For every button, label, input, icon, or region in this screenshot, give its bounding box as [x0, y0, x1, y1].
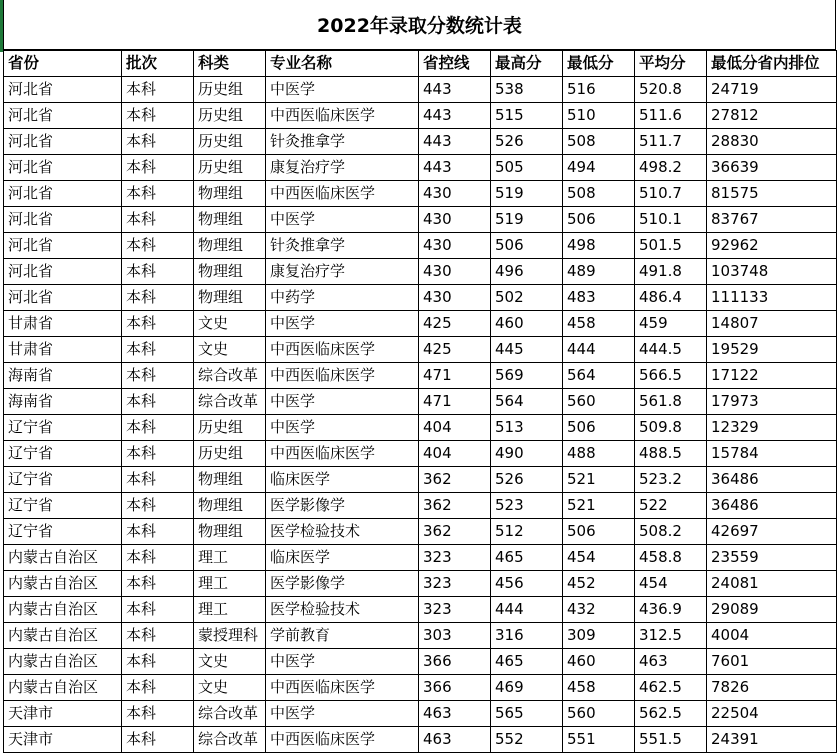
- header-row: [4, 51, 837, 77]
- cell-avg-score[interactable]: 562.5: [635, 701, 707, 727]
- header-min-rank[interactable]: 最低分省内排位: [707, 51, 837, 77]
- cell-min-rank[interactable]: 29089: [707, 597, 837, 623]
- cell-min-rank[interactable]: 12329: [707, 415, 837, 441]
- cell-avg-score[interactable]: 509.8: [635, 415, 707, 441]
- cell-major[interactable]: 中药学: [266, 285, 419, 311]
- cell-category[interactable]: 物理组: [194, 519, 266, 545]
- cell-control-line[interactable]: 323: [419, 545, 491, 571]
- cell-major[interactable]: 中医学: [266, 77, 419, 103]
- cell-max-score[interactable]: 505: [491, 155, 563, 181]
- cell-batch[interactable]: 本科: [122, 415, 194, 441]
- cell-avg-score[interactable]: 508.2: [635, 519, 707, 545]
- cell-province[interactable]: 内蒙古自治区: [4, 597, 122, 623]
- cell-category[interactable]: 物理组: [194, 181, 266, 207]
- table-row: [4, 285, 837, 311]
- cell-min-rank[interactable]: 36486: [707, 467, 837, 493]
- table-row: [4, 181, 837, 207]
- cell-batch[interactable]: 本科: [122, 571, 194, 597]
- cell-min-score[interactable]: 506: [563, 415, 635, 441]
- cell-min-score[interactable]: 460: [563, 649, 635, 675]
- cell-category[interactable]: 文史: [194, 649, 266, 675]
- cell-province[interactable]: 辽宁省: [4, 493, 122, 519]
- cell-category[interactable]: 历史组: [194, 155, 266, 181]
- cell-control-line[interactable]: 463: [419, 727, 491, 753]
- table-row: [4, 259, 837, 285]
- cell-control-line[interactable]: 430: [419, 207, 491, 233]
- cell-min-score[interactable]: 489: [563, 259, 635, 285]
- header-category[interactable]: 科类: [194, 51, 266, 77]
- cell-control-line[interactable]: 404: [419, 441, 491, 467]
- cell-avg-score[interactable]: 501.5: [635, 233, 707, 259]
- cell-control-line[interactable]: 362: [419, 493, 491, 519]
- table-row: [4, 129, 837, 155]
- table-row: [4, 701, 837, 727]
- cell-province[interactable]: 河北省: [4, 233, 122, 259]
- cell-category[interactable]: 物理组: [194, 467, 266, 493]
- cell-avg-score[interactable]: 523.2: [635, 467, 707, 493]
- cell-min-rank[interactable]: 17973: [707, 389, 837, 415]
- cell-province[interactable]: 内蒙古自治区: [4, 571, 122, 597]
- cell-category[interactable]: 文史: [194, 337, 266, 363]
- cell-min-score[interactable]: 494: [563, 155, 635, 181]
- cell-avg-score[interactable]: 458.8: [635, 545, 707, 571]
- cell-batch[interactable]: 本科: [122, 311, 194, 337]
- cell-province[interactable]: 甘肃省: [4, 311, 122, 337]
- cell-province[interactable]: 河北省: [4, 77, 122, 103]
- table-title[interactable]: 2022年录取分数统计表: [3, 0, 836, 50]
- cell-control-line[interactable]: 323: [419, 571, 491, 597]
- cell-category[interactable]: 文史: [194, 675, 266, 701]
- cell-avg-score[interactable]: 522: [635, 493, 707, 519]
- table-row: [4, 519, 837, 545]
- table-row: [4, 311, 837, 337]
- table-row: [4, 571, 837, 597]
- cell-control-line[interactable]: 443: [419, 77, 491, 103]
- cell-min-rank[interactable]: 19529: [707, 337, 837, 363]
- cell-max-score[interactable]: 552: [491, 727, 563, 753]
- cell-province[interactable]: 河北省: [4, 285, 122, 311]
- cell-batch[interactable]: 本科: [122, 519, 194, 545]
- cell-min-rank[interactable]: 36639: [707, 155, 837, 181]
- cell-category[interactable]: 历史组: [194, 415, 266, 441]
- cell-control-line[interactable]: 471: [419, 389, 491, 415]
- cell-max-score[interactable]: 523: [491, 493, 563, 519]
- cell-category[interactable]: 历史组: [194, 129, 266, 155]
- table-row: [4, 493, 837, 519]
- cell-min-score[interactable]: 506: [563, 207, 635, 233]
- cell-max-score[interactable]: 456: [491, 571, 563, 597]
- cell-min-rank[interactable]: 24719: [707, 77, 837, 103]
- cell-major[interactable]: 中西医临床医学: [266, 337, 419, 363]
- cell-avg-score[interactable]: 462.5: [635, 675, 707, 701]
- cell-control-line[interactable]: 443: [419, 129, 491, 155]
- cell-max-score[interactable]: 538: [491, 77, 563, 103]
- cell-min-score[interactable]: 560: [563, 389, 635, 415]
- cell-min-rank[interactable]: 15784: [707, 441, 837, 467]
- cell-min-score[interactable]: 508: [563, 129, 635, 155]
- cell-batch[interactable]: 本科: [122, 285, 194, 311]
- cell-province[interactable]: 河北省: [4, 129, 122, 155]
- cell-category[interactable]: 物理组: [194, 207, 266, 233]
- cell-min-score[interactable]: 560: [563, 701, 635, 727]
- header-avg-score[interactable]: 平均分: [635, 51, 707, 77]
- cell-control-line[interactable]: 303: [419, 623, 491, 649]
- cell-avg-score[interactable]: 511.6: [635, 103, 707, 129]
- cell-control-line[interactable]: 366: [419, 649, 491, 675]
- cell-max-score[interactable]: 512: [491, 519, 563, 545]
- table-row: [4, 337, 837, 363]
- cell-major[interactable]: 中医学: [266, 701, 419, 727]
- header-min-score[interactable]: 最低分: [563, 51, 635, 77]
- cell-control-line[interactable]: 430: [419, 259, 491, 285]
- cell-avg-score[interactable]: 511.7: [635, 129, 707, 155]
- cell-min-score[interactable]: 432: [563, 597, 635, 623]
- header-max-score[interactable]: 最高分: [491, 51, 563, 77]
- header-control-line[interactable]: 省控线: [419, 51, 491, 77]
- cell-batch[interactable]: 本科: [122, 545, 194, 571]
- cell-category[interactable]: 综合改革: [194, 727, 266, 753]
- cell-min-rank[interactable]: 42697: [707, 519, 837, 545]
- cell-control-line[interactable]: 404: [419, 415, 491, 441]
- cell-province[interactable]: 河北省: [4, 259, 122, 285]
- table-row: [4, 597, 837, 623]
- table-row: [4, 77, 837, 103]
- cell-min-score[interactable]: 521: [563, 493, 635, 519]
- table-row: [4, 649, 837, 675]
- cell-avg-score[interactable]: 444.5: [635, 337, 707, 363]
- cell-min-score[interactable]: 309: [563, 623, 635, 649]
- cell-province[interactable]: 辽宁省: [4, 467, 122, 493]
- cell-avg-score[interactable]: 463: [635, 649, 707, 675]
- cell-avg-score[interactable]: 551.5: [635, 727, 707, 753]
- table-row: [4, 363, 837, 389]
- cell-avg-score[interactable]: 491.8: [635, 259, 707, 285]
- cell-major[interactable]: 中医学: [266, 389, 419, 415]
- cell-batch[interactable]: 本科: [122, 675, 194, 701]
- cell-max-score[interactable]: 565: [491, 701, 563, 727]
- table-row: [4, 467, 837, 493]
- cell-min-score[interactable]: 458: [563, 311, 635, 337]
- header-province[interactable]: 省份: [4, 51, 122, 77]
- cell-major[interactable]: 临床医学: [266, 545, 419, 571]
- cell-major[interactable]: 中医学: [266, 311, 419, 337]
- cell-control-line[interactable]: 430: [419, 181, 491, 207]
- cell-avg-score[interactable]: 510.1: [635, 207, 707, 233]
- cell-major[interactable]: 临床医学: [266, 467, 419, 493]
- cell-control-line[interactable]: 443: [419, 155, 491, 181]
- cell-min-rank[interactable]: 4004: [707, 623, 837, 649]
- cell-min-score[interactable]: 510: [563, 103, 635, 129]
- cell-avg-score[interactable]: 520.8: [635, 77, 707, 103]
- cell-min-score[interactable]: 488: [563, 441, 635, 467]
- cell-avg-score[interactable]: 566.5: [635, 363, 707, 389]
- table-row: [4, 441, 837, 467]
- cell-batch[interactable]: 本科: [122, 727, 194, 753]
- cell-max-score[interactable]: 469: [491, 675, 563, 701]
- cell-province[interactable]: 河北省: [4, 103, 122, 129]
- cell-min-score[interactable]: 551: [563, 727, 635, 753]
- cell-batch[interactable]: 本科: [122, 467, 194, 493]
- cell-max-score[interactable]: 564: [491, 389, 563, 415]
- cell-major[interactable]: 康复治疗学: [266, 155, 419, 181]
- cell-batch[interactable]: 本科: [122, 649, 194, 675]
- cell-category[interactable]: 物理组: [194, 285, 266, 311]
- cell-control-line[interactable]: 430: [419, 233, 491, 259]
- cell-batch[interactable]: 本科: [122, 363, 194, 389]
- cell-max-score[interactable]: 465: [491, 545, 563, 571]
- cell-batch[interactable]: 本科: [122, 155, 194, 181]
- cell-max-score[interactable]: 506: [491, 233, 563, 259]
- cell-province[interactable]: 辽宁省: [4, 519, 122, 545]
- cell-category[interactable]: 历史组: [194, 77, 266, 103]
- cell-batch[interactable]: 本科: [122, 623, 194, 649]
- cell-min-rank[interactable]: 103748: [707, 259, 837, 285]
- cell-province[interactable]: 内蒙古自治区: [4, 545, 122, 571]
- cell-major[interactable]: 针灸推拿学: [266, 233, 419, 259]
- cell-min-rank[interactable]: 27812: [707, 103, 837, 129]
- table-row: [4, 675, 837, 701]
- cell-major[interactable]: 中医学: [266, 415, 419, 441]
- table-row: [4, 207, 837, 233]
- cell-major[interactable]: 中西医临床医学: [266, 363, 419, 389]
- cell-batch[interactable]: 本科: [122, 233, 194, 259]
- cell-control-line[interactable]: 425: [419, 311, 491, 337]
- cell-min-score[interactable]: 521: [563, 467, 635, 493]
- cell-batch[interactable]: 本科: [122, 441, 194, 467]
- cell-control-line[interactable]: 362: [419, 467, 491, 493]
- cell-major[interactable]: 康复治疗学: [266, 259, 419, 285]
- cell-batch[interactable]: 本科: [122, 259, 194, 285]
- cell-max-score[interactable]: 569: [491, 363, 563, 389]
- table-row: [4, 415, 837, 441]
- cell-major[interactable]: 针灸推拿学: [266, 129, 419, 155]
- cell-province[interactable]: 内蒙古自治区: [4, 649, 122, 675]
- table-row: [4, 103, 837, 129]
- cell-batch[interactable]: 本科: [122, 597, 194, 623]
- cell-batch[interactable]: 本科: [122, 207, 194, 233]
- cell-max-score[interactable]: 445: [491, 337, 563, 363]
- cell-min-score[interactable]: 516: [563, 77, 635, 103]
- cell-batch[interactable]: 本科: [122, 129, 194, 155]
- table-row: [4, 545, 837, 571]
- table-row: [4, 727, 837, 753]
- cell-control-line[interactable]: 362: [419, 519, 491, 545]
- cell-min-rank[interactable]: 92962: [707, 233, 837, 259]
- cell-major[interactable]: 中西医临床医学: [266, 727, 419, 753]
- cell-min-rank[interactable]: 24081: [707, 571, 837, 597]
- cell-min-rank[interactable]: 17122: [707, 363, 837, 389]
- cell-min-score[interactable]: 506: [563, 519, 635, 545]
- cell-avg-score[interactable]: 510.7: [635, 181, 707, 207]
- cell-control-line[interactable]: 430: [419, 285, 491, 311]
- cell-major[interactable]: 中西医临床医学: [266, 675, 419, 701]
- cell-province[interactable]: 海南省: [4, 363, 122, 389]
- cell-category[interactable]: 物理组: [194, 233, 266, 259]
- cell-province[interactable]: 河北省: [4, 207, 122, 233]
- cell-min-score[interactable]: 454: [563, 545, 635, 571]
- cell-category[interactable]: 物理组: [194, 259, 266, 285]
- cell-province[interactable]: 辽宁省: [4, 415, 122, 441]
- table-row: [4, 389, 837, 415]
- cell-batch[interactable]: 本科: [122, 77, 194, 103]
- cell-max-score[interactable]: 526: [491, 467, 563, 493]
- cell-batch[interactable]: 本科: [122, 337, 194, 363]
- cell-batch[interactable]: 本科: [122, 493, 194, 519]
- cell-max-score[interactable]: 460: [491, 311, 563, 337]
- cell-min-score[interactable]: 508: [563, 181, 635, 207]
- cell-min-rank[interactable]: 23559: [707, 545, 837, 571]
- cell-province[interactable]: 内蒙古自治区: [4, 623, 122, 649]
- cell-avg-score[interactable]: 436.9: [635, 597, 707, 623]
- cell-control-line[interactable]: 425: [419, 337, 491, 363]
- cell-category[interactable]: 综合改革: [194, 363, 266, 389]
- table-row: [4, 155, 837, 181]
- table-row: [4, 233, 837, 259]
- cell-min-rank[interactable]: 111133: [707, 285, 837, 311]
- cell-batch[interactable]: 本科: [122, 701, 194, 727]
- cell-major[interactable]: 中医学: [266, 207, 419, 233]
- cell-category[interactable]: 综合改革: [194, 701, 266, 727]
- cell-province[interactable]: 甘肃省: [4, 337, 122, 363]
- cell-avg-score[interactable]: 486.4: [635, 285, 707, 311]
- cell-max-score[interactable]: 519: [491, 181, 563, 207]
- cell-major[interactable]: 医学检验技术: [266, 597, 419, 623]
- cell-major[interactable]: 中西医临床医学: [266, 441, 419, 467]
- cell-batch[interactable]: 本科: [122, 103, 194, 129]
- cell-min-rank[interactable]: 22504: [707, 701, 837, 727]
- cell-min-rank[interactable]: 7826: [707, 675, 837, 701]
- cell-min-score[interactable]: 458: [563, 675, 635, 701]
- cell-major[interactable]: 中西医临床医学: [266, 181, 419, 207]
- cell-major[interactable]: 中西医临床医学: [266, 103, 419, 129]
- header-major[interactable]: 专业名称: [266, 51, 419, 77]
- cell-min-score[interactable]: 564: [563, 363, 635, 389]
- cell-avg-score[interactable]: 498.2: [635, 155, 707, 181]
- cell-major[interactable]: 医学影像学: [266, 571, 419, 597]
- score-table: [3, 50, 837, 753]
- cell-avg-score[interactable]: 561.8: [635, 389, 707, 415]
- cell-category[interactable]: 文史: [194, 311, 266, 337]
- cell-category[interactable]: 历史组: [194, 103, 266, 129]
- cell-batch[interactable]: 本科: [122, 389, 194, 415]
- cell-major[interactable]: 中医学: [266, 649, 419, 675]
- cell-max-score[interactable]: 496: [491, 259, 563, 285]
- header-batch[interactable]: 批次: [122, 51, 194, 77]
- cell-max-score[interactable]: 502: [491, 285, 563, 311]
- cell-min-score[interactable]: 452: [563, 571, 635, 597]
- cell-max-score[interactable]: 519: [491, 207, 563, 233]
- cell-max-score[interactable]: 526: [491, 129, 563, 155]
- cell-max-score[interactable]: 490: [491, 441, 563, 467]
- cell-major[interactable]: 学前教育: [266, 623, 419, 649]
- cell-category[interactable]: 理工: [194, 545, 266, 571]
- cell-control-line[interactable]: 471: [419, 363, 491, 389]
- cell-avg-score[interactable]: 459: [635, 311, 707, 337]
- cell-max-score[interactable]: 316: [491, 623, 563, 649]
- cell-control-line[interactable]: 443: [419, 103, 491, 129]
- cell-major[interactable]: 医学检验技术: [266, 519, 419, 545]
- cell-min-rank[interactable]: 7601: [707, 649, 837, 675]
- cell-min-score[interactable]: 444: [563, 337, 635, 363]
- cell-avg-score[interactable]: 488.5: [635, 441, 707, 467]
- cell-min-rank[interactable]: 36486: [707, 493, 837, 519]
- cell-max-score[interactable]: 513: [491, 415, 563, 441]
- cell-category[interactable]: 综合改革: [194, 389, 266, 415]
- cell-province[interactable]: 辽宁省: [4, 441, 122, 467]
- cell-category[interactable]: 蒙授理科: [194, 623, 266, 649]
- cell-category[interactable]: 理工: [194, 571, 266, 597]
- cell-control-line[interactable]: 463: [419, 701, 491, 727]
- cell-control-line[interactable]: 366: [419, 675, 491, 701]
- cell-province[interactable]: 内蒙古自治区: [4, 675, 122, 701]
- cell-avg-score[interactable]: 454: [635, 571, 707, 597]
- cell-min-rank[interactable]: 28830: [707, 129, 837, 155]
- cell-category[interactable]: 理工: [194, 597, 266, 623]
- cell-control-line[interactable]: 323: [419, 597, 491, 623]
- cell-avg-score[interactable]: 312.5: [635, 623, 707, 649]
- cell-min-rank[interactable]: 81575: [707, 181, 837, 207]
- cell-province[interactable]: 天津市: [4, 727, 122, 753]
- cell-province[interactable]: 河北省: [4, 181, 122, 207]
- cell-max-score[interactable]: 465: [491, 649, 563, 675]
- cell-category[interactable]: 历史组: [194, 441, 266, 467]
- cell-min-rank[interactable]: 83767: [707, 207, 837, 233]
- cell-province[interactable]: 海南省: [4, 389, 122, 415]
- cell-min-rank[interactable]: 24391: [707, 727, 837, 753]
- cell-province[interactable]: 河北省: [4, 155, 122, 181]
- cell-max-score[interactable]: 444: [491, 597, 563, 623]
- cell-province[interactable]: 天津市: [4, 701, 122, 727]
- table-row: [4, 623, 837, 649]
- cell-min-rank[interactable]: 14807: [707, 311, 837, 337]
- cell-min-score[interactable]: 498: [563, 233, 635, 259]
- cell-category[interactable]: 物理组: [194, 493, 266, 519]
- cell-max-score[interactable]: 515: [491, 103, 563, 129]
- cell-min-score[interactable]: 483: [563, 285, 635, 311]
- cell-batch[interactable]: 本科: [122, 181, 194, 207]
- cell-major[interactable]: 医学影像学: [266, 493, 419, 519]
